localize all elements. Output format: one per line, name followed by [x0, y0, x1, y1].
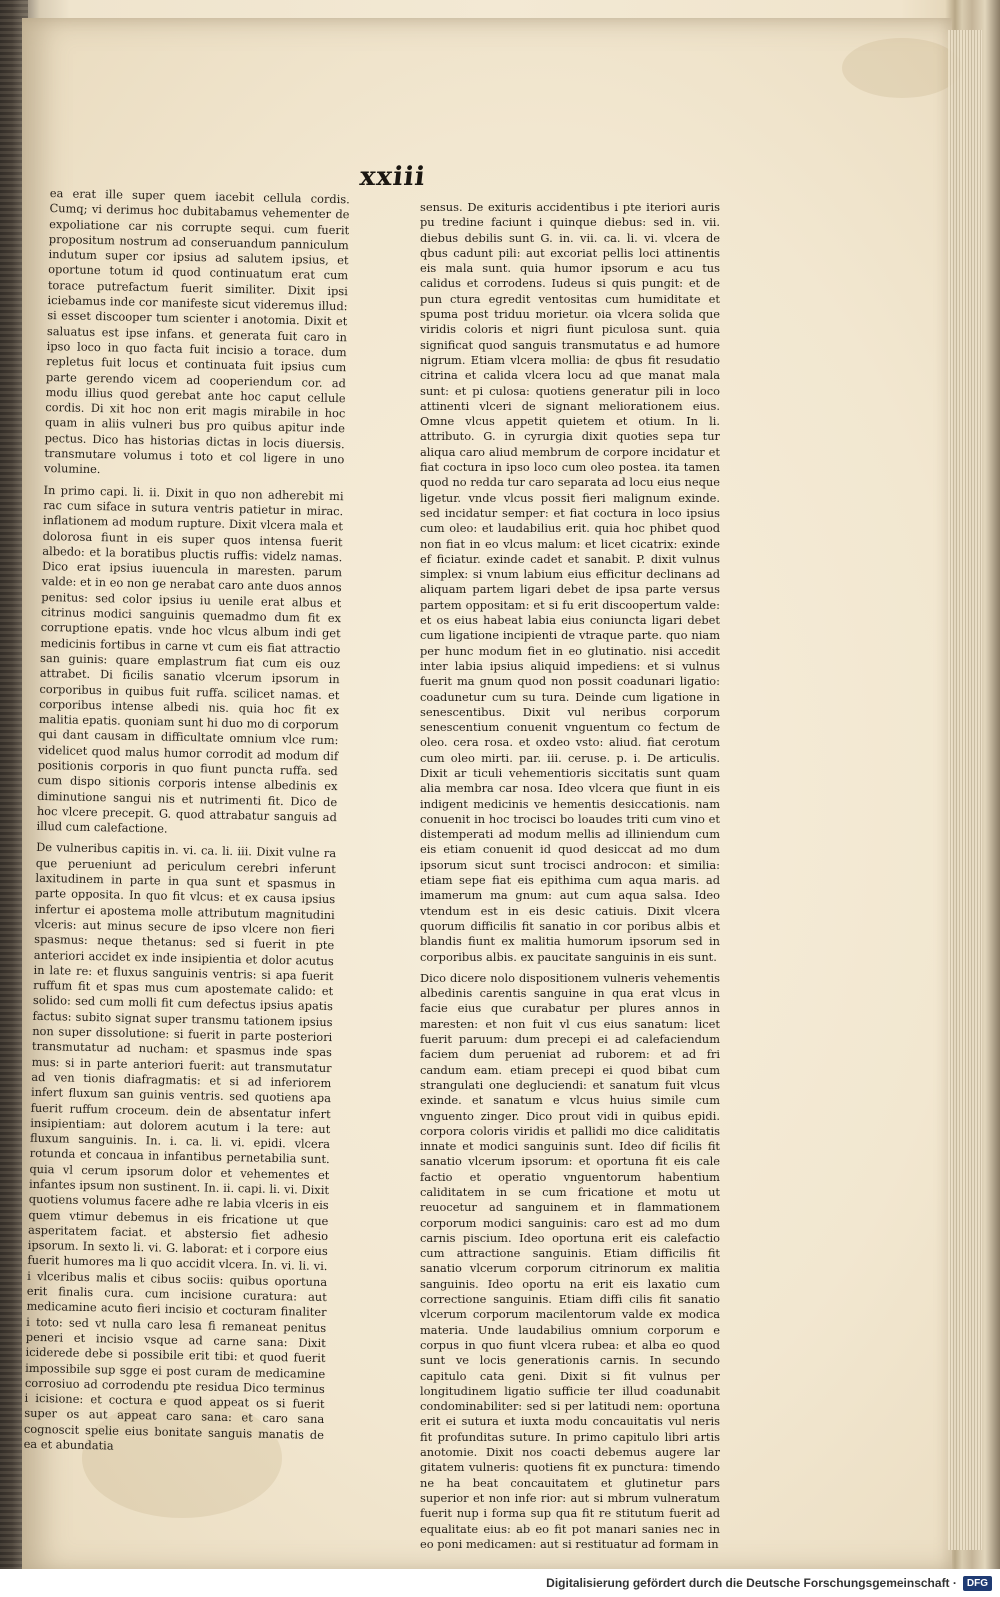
digitization-footer — [0, 1569, 1000, 1597]
dfg-logo: DFG — [963, 1576, 992, 1591]
right-text-column — [420, 200, 720, 1558]
right-paragraph-2: Dico dicere nolo dispositionem vulneris vehementis albedinis carentis sanguine in qua erat vlcus in facie eius que curabatur per plures annos in maresten: et non fuit vl cus eius sanatum: licet fuerit paruum: dum precepi ei ad calefaciendum faciem dum perueniat ad ruborem: et ad fri candum eam. etiam precepi ei quod bibat cum strangulati one degluciendi: et sanatum fuit vlcus exinde. et sanatum e vlcus huius simile cum vnguento zinger. Dico prout vidi in quibus epidi. corpora coloris viridis et pallidi mo dice caliditatis innate et modici sanguinis sunt. Ideo dif ficilis fit sanatio vlcerum ipsorum: et oportuna fit eis cale factio et operatio vnguentorum habentium caliditatem in se cum fricatione et motu ut reuocetur ad sanguinem et in flammationem corporum modici sanguinis: caro est ad mo dum carnis piscium. Ideo oportuna erit eis calefactio cum attractione sanguinis. Etiam difficilis fit sanatio vlcerum corporum citrinorum ex malitia sanguinis. Ideo oportu na erit eis laxatio cum correctione sanguinis. Etiam diffi cilis fit sanatio vlcerum corporum macilentorum valde ex modica materia. Unde laudabilius omnium corporum e corpus in quo fiunt vlcera rubea: et alba eo quod sunt ve locis generationis carnis. In secundo capitulo cata geni. Dixit si fit vulnus per longitudinem ligatio sufficie ter illud coadunabit condominabiliter: sed si per latitudi nem: oportuna erit ei sutura et iuxta modu concauitatis vul neris fit profunditas suture. In primo capitulo libri artis anotomie. Dixit nos coacti debemus augere lar gitatem vulneris: quotiens fit ex punctura: timendo ne ha beat concauitatem et glutinetur pars superior et non infe rior: aut si mbrum vulneratum fuerit nup i forma sup qua fit re stitutum fuerit ad equalitate eius: ab eo fit pot manari sanies nec in eo poni medicamen: aut si restituatur ad formam in — [420, 970, 720, 1551]
left-text-column — [23, 186, 350, 1464]
funding-credit: Digitalisierung gefördert durch die Deutsche Forschungsgemeinschaft · — [546, 1576, 957, 1590]
left-paragraph-3: De vulneribus capitis in. vi. ca. li. iii. Dixit vulne ra que perueniunt ad periculum cerebri inferunt laxitudinem in parte in qua sunt et spasmus in parte opposita. In quo fit vlcus: et ex causa ipsius infertur ei apostema molle attributum magnitudini vlceris: aut minus secure de ipso vlcere non fieri spasmus: neque thetanus: sed si fuerit in pte anteriori accidet ex inde insipientia et dolor acutus in late re: et fluxus sanguinis ventris: si apa fuerit ruffum fit et spas mus cum apostemate calido: et solido: sed cum molli fit cum defectus ipsius apatis factus: subito signat super transmu tationem ipsius non super dissolutione: si fuerit in parte posteriori transmutatur ad nucham: et spasmus inde spas mus: si in parte anteriori fuerit: aut transmutatur ad ven tionis diafragmatis: et si ad inferiorem infert fluxum san guinis ventris. sed quotiens apa fuerit ruffum croceum. dein de absentatur infert insipientiam: aut dolorem acutum i la tere: aut fluxum sanguinis. In. i. ca. li. vi. epidi. vlcera rotunda et concaua in infantibus pernetabilia sunt. quia vl cerum ipsorum dolor et vehementes et infantes ipsum non sustinent. In. ii. capi. li. vi. Dixit quotiens volumus facere adhe re labia vlceris in eis quem vtimur debemus in eis fricatione ut que asperitatem faciat. et abstersio fiet adhesio ipsorum. In sexto li. vi. G. laborat: et i corpore eius fuerit humores ma li quo accidit vlcera. In. vi. li. vi. i vlceribus malis et cibus sociis: quibus oportuna erit finalis cura. cum incisione curatura: aut medicamine acuto fieri incisio et cocturam finaliter i toto: sed vt nulla caro lesa fi remaneat penitus peneri et incisio vsque ad carne sana: Dixit iciderede debe si possibile erit tibi: et quod fuerit impossibile sup sgge ei post curam de medicamine corrosiuo ad corrodendu pte residua Dico terminus i icisione: et coctura e quod appeat os si fuerit super os aut appeat caro sana: et caro sana cognoscit spelie eius bonitate sanguis manatis de ea et abundatia — [23, 840, 337, 1453]
folio-number: xxiii — [358, 162, 428, 192]
left-paragraph-2: In primo capi. li. ii. Dixit in quo non adherebit mi rac cum siface in sutura ventris patietur in mirac. inflationem ad modum rupture. Dixit vlcera mala et dolorosa fiunt in eis super quos intensa fuerit albedo: et la boratibus pluctis ruffis: videlz namas. Dico erat ipsius iuuencula in maresten. parum valde: et in eo non ge nerabat caro ante duos annos penitus: sed color ipsius iu uenile erat albus et citrinus modici sanguinis quemadmo dum fit ex corruptione epatis. vnde hoc vlcus album indi get medicinis fortibus in carne vt cum eis fiat attractio san guinis: quare emplastrum fiat cum eis ouz attrabet. Di ficilis sanatio vlcerum ipsorum in corporibus in quibus fuit ruffa. scilicet namas. et corporibus intense albedi nis. quia hoc fit ex malitia epatis. quoniam sunt hi duo mo di corporum qui dant causam in difficultate omnium vlce rum: videlicet quod malus humor corrodit ad modum dif positionis corporis in quo fiunt puncta ruffa. sed cum dispo sitionis corporis intense albedinis ex diminutione sangui nis et nutrimenti fit. Dico de hoc vlcere precepit. G. quod attrabatur sanguis ad illud cum calefactione. — [36, 482, 344, 836]
page-edges — [948, 30, 982, 1550]
left-paragraph-1: ea erat ille super quem iacebit cellula cordis. Cumq; vi derimus hoc dubitabamus vehementer de expoliatione car nis corrupte sequi. cum fuerit propositum nostrum ad conseruandum panniculum indutum super cor ipsius ad salutem ipsius, et oportune totum id quod continuatum erat cum torace putrefactum fuerit similiter. Dixit ipsi iciebamus inde cor manifeste sicut videremus illud: si esset discooper tum scienter i anotomia. Dixit et saluatus est ipse infans. et generata fuit caro in ipso loco in quo facta fuit incisio a torace. dum repletus fuit locus et continuata fuit ipsius cum parte gerendo vicem ad cooperiendum cor. ad modu illius quod gerebat ante hoc caput cellule cordis. Di xit hoc non erit magis mirabile in hoc quam in aliis vulneri bus pro quibus apitur inde pectus. Dico has historias dictas in locis diuersis. transmutare volumus i toto et col ligere in uno volumine. — [43, 186, 350, 477]
right-paragraph-1: sensus. De exituris accidentibus i pte iteriori auris pu tredine faciunt i quinque diebus: sed in. vii. diebus debilis sunt G. in. vii. ca. li. vi. vlcera de qbus cadunt pili: aut excoriat pellis loci attinentis eis mala sunt. quia humor ipsorum e acu tus calidus et corrodens. Iudeus si quis pungit: et de pun ctura egredit ventositas cum humiditate et spuma post triduu morietur. oia vlcera solida que viridis coloris et nigri fiunt piculosa sunt. quia significat quod sanguis transmutatus e ad humore nigrum. Etiam vlcera mollia: de qbus fit resudatio citrina et calida vlcera locu ad que manat mala sunt: et pi culosa: quotiens generatur pili in loco attinenti vlceri de signant meliorationem eius. Omne vlcus appetit quietem et otium. In li. attributo. G. in cyrurgia dixit quoties sepa tur aliqua caro aliud membrum de corpore incidatur et fiat coctura in ipso loco cum oleo postea. ita tamen quod no redda tur caro separata ad locu eius neque ligetur. vnde vlcus possit fieri malignum exinde. sed incidatur semper: et fiat coctura in loco ipsius cum oleo: et laudabilius erit. quia hoc phibet quod non fiat in eo vlcus malum: et licet cicatrix: exinde ef ficiatur. exinde cadet et sanabit. P. dixit vulnus simplex: si vnum labium eius efficitur declinans ad aliquam partem ligari debet de ipsa parte versus partem oppositam: et si fu erit discoopertum valde: et os eius habeat labia eius coniuncta ligari debet cum ligatione incipienti de vtraque parte. quo niam per hunc modum fiet in eo glutinatio. nisi accedit inter labia ipsius aliquid impediens: et si vulnus fuerit ma gnum quod non possit coadunari ligatio: coadunetur cum su tura. Deinde cum ligatione in senescentibus. Dixit vul neribus corporum senescentium conuenit vnguentum co fectum de oleo. cera rosa. et oxdeo vsto: aliud. fiat cerotum cum oleo mirti. par. iii. ceruse. p. i. De articulis. Dixit ar ticuli vehementioris siccitatis sunt quam alia membra car nosa. Ideo vlcera que fiunt in eis indigent medicinis ve hementis desiccationis. nam conuenit in hoc trocisci bo loaudes triti cum vino et distemperati ad modum mellis ad illiniendum cum eis etiam conuenit id quod desiccat ad mo dum ipsorum sicut sunt trocisci androcon: et similia: etiam sepe fiat eis epithima cum aqua maris. ad imamerum ma gnum: aut cum aqua salsa. Ideo vtendum est in eis desic catiuis. Dixit vlcera quorum difficilis fit sanatio in cor poribus albis et blandis fiunt ex malitia humorum ipsorum sed in corporibus albis. ex paucitate sanguinis in eis sunt. — [420, 200, 720, 964]
